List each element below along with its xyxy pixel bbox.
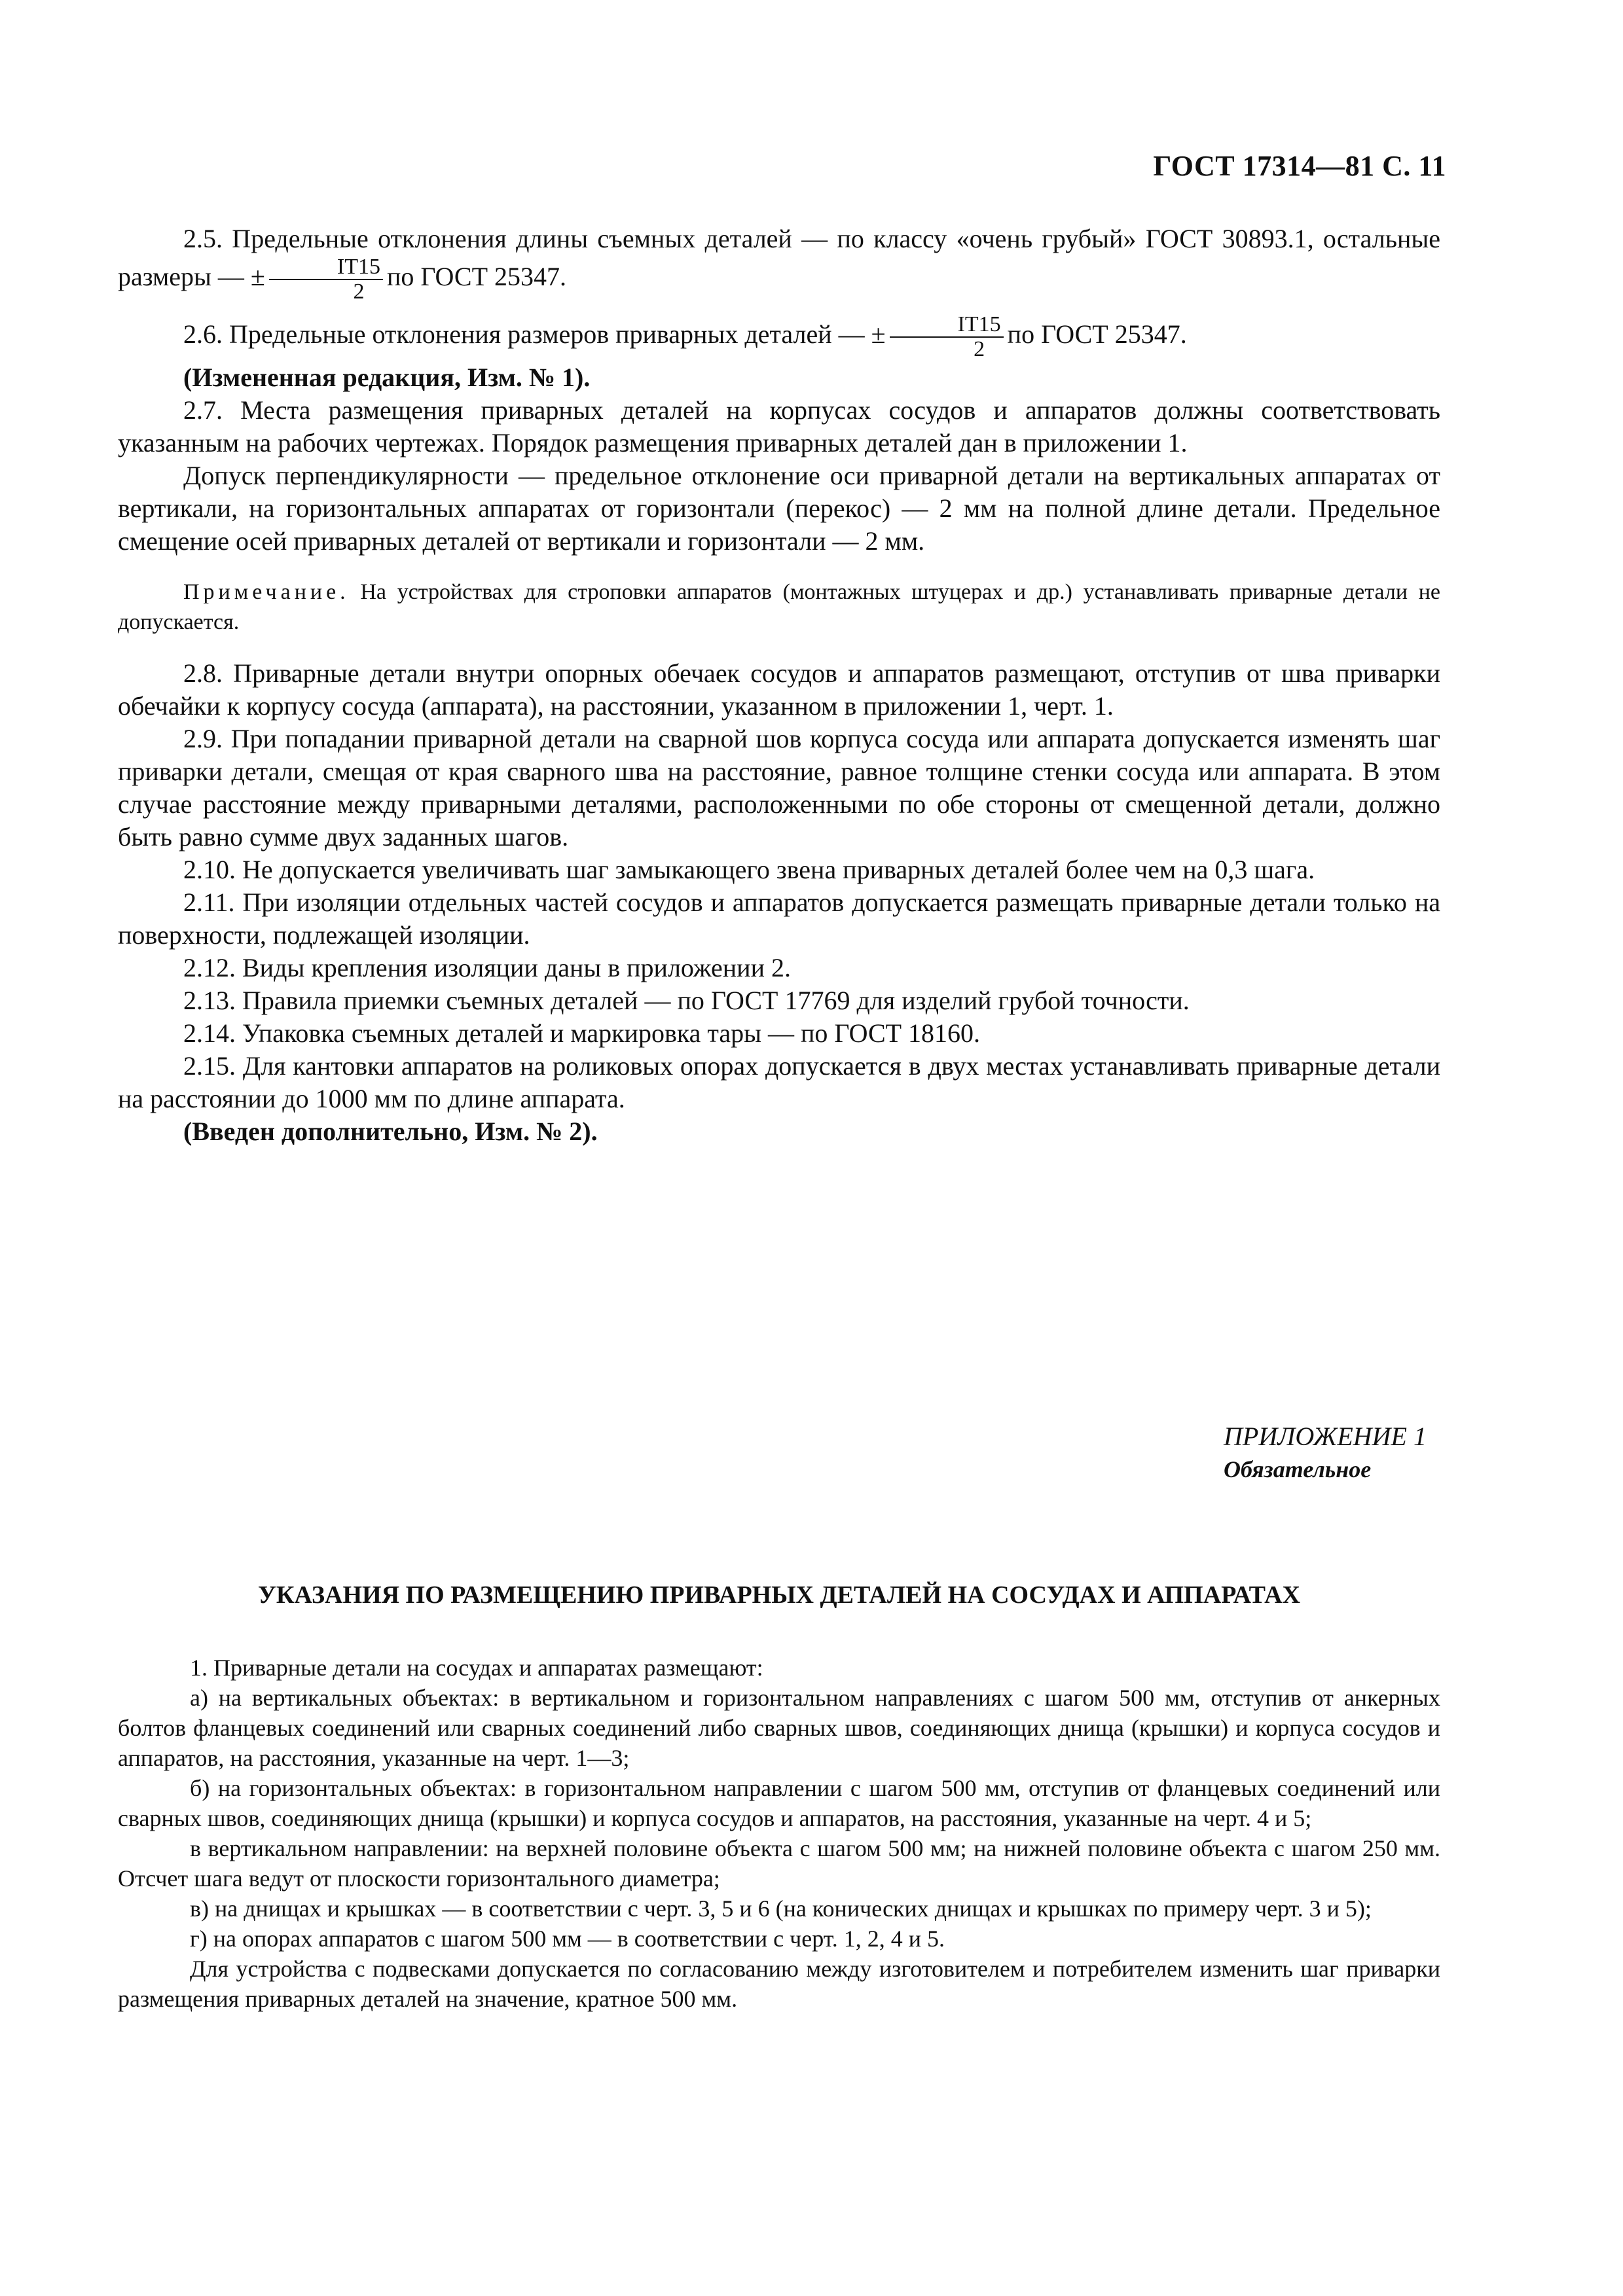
page-header: ГОСТ 17314—81 С. 11 [1153, 150, 1446, 182]
paragraph-2-7: 2.7. Места размещения приварных деталей на корпусах сосудов и аппаратов должны соответствовать указанным на рабочих чертежах. Порядок размещения приварных деталей дан в приложении 1. [118, 395, 1440, 457]
note-text: На устройствах для строповки аппаратов (монтажных штуцерах и др.) устанавливать приварные детали не допускается. [118, 580, 1441, 634]
paragraph-2-14: 2.14. Упаковка съемных деталей и маркировка тары — по ГОСТ 18160. [183, 1018, 981, 1048]
p2-6-ref: по ГОСТ 25347. [1007, 319, 1187, 350]
appendix-item-b: б) на горизонтальных объектах: в горизонтальном направлении с шагом 500 мм, отступив от фланцевых соединений или сварных швов, соединяющих днища (крышки) и корпуса сосудов и аппаратов, на расстояния, указанные на черт. 4 и 5; [118, 1775, 1440, 1831]
note [118, 577, 1440, 637]
appendix-title: УКАЗАНИЯ ПО РАЗМЕЩЕНИЮ ПРИВАРНЫХ ДЕТАЛЕЙ НА СОСУДАХ И АППАРАТАХ [258, 1581, 1300, 1609]
appendix-item-b-vertical: в вертикальном направлении: на верхней половине объекта с шагом 500 мм; на нижней половине объекта с шагом 250 мм. Отсчет шага ведут от плоскости горизонтального диаметра; [118, 1835, 1440, 1892]
paragraph-2-6 [118, 313, 1440, 361]
paragraph-2-11: 2.11. При изоляции отдельных частей сосудов и аппаратов допускается размещать приварные детали только на поверхности, подлежащей изоляции. [118, 888, 1440, 950]
fraction-it15: $\frac{IT15}{2}$ [269, 255, 383, 304]
paragraph-2-7-tolerance: Допуск перпендикулярности — предельное отклонение оси приварной детали на вертикальных аппаратах от вертикали, на горизонтальных аппаратах от горизонтали (перекос) — 2 мм на полной длине детали. Предельное смещение осей приварных деталей от вертикали и горизонтали — 2 мм. [118, 461, 1440, 556]
appendix-item-a: а) на вертикальных объектах: в вертикальном и горизонтальном направлениях с шагом 500 мм, отступив от анкерных болтов фланцевых соединений или сварных соединений либо сварных швов, соединяющих днища (крышки) и корпуса сосудов и аппаратов, на расстояния, указанные на черт. 1—3; [118, 1685, 1440, 1771]
paragraph-2-8: 2.8. Приварные детали внутри опорных обечаек сосудов и аппаратов размещают, отступив от шва приварки обечайки к корпусу сосуда (аппарата), на расстоянии, указанном в приложении 1, черт. 1. [118, 658, 1440, 721]
appendix-label-block [1224, 1420, 1427, 1486]
p2-6-text: 2.6. Предельные отклонения размеров приварных деталей — ± [183, 319, 886, 350]
paragraph-2-10: 2.10. Не допускается увеличивать шаг замыкающего звена приварных деталей более чем на 0,3 шага. [183, 855, 1315, 884]
appendix-item-last: Для устройства с подвесками допускается по согласованию между изготовителем и потребителем изменить шаг приварки размещения приварных деталей на значение, кратное 500 мм. [118, 1956, 1440, 2012]
amendment-1: (Измененная редакция, Изм. № 1). [183, 363, 591, 392]
note-label: Примечание. [183, 580, 350, 604]
paragraph-2-12: 2.12. Виды крепления изоляции даны в приложении 2. [183, 953, 791, 982]
paragraph-2-9: 2.9. При попадании приварной детали на сварной шов корпуса сосуда или аппарата допускается изменять шаг приварки детали, смещая от края сварного шва на расстояние, равное толщине стенки сосуда или аппарата. В этом случае расстояние между приварными деталями, расположенными по обе стороны от смещенной детали, должно быть равно сумме двух заданных шагов. [118, 724, 1440, 852]
appendix-text [118, 1653, 1440, 2014]
amendment-2: (Введен дополнительно, Изм. № 2). [183, 1117, 598, 1146]
appendix-status: Обязательное [1224, 1456, 1372, 1482]
paragraph-2-15: 2.15. Для кантовки аппаратов на роликовых опорах допускается в двух местах устанавливать приварные детали на расстоянии до 1000 мм по длине аппарата. [118, 1051, 1440, 1113]
paragraph-2-13: 2.13. Правила приемки съемных деталей — по ГОСТ 17769 для изделий грубой точности. [183, 986, 1190, 1015]
appendix-item-g: г) на опорах аппаратов с шагом 500 мм — в соответствии с черт. 1, 2, 4 и 5. [190, 1926, 945, 1952]
p2-5-ref: по ГОСТ 25347. [386, 262, 567, 292]
fraction-it15-b: $\frac{IT15}{2}$ [890, 313, 1004, 361]
section-2-text [118, 223, 1440, 1148]
appendix-item-v: в) на днищах и крышках — в соответствии с черт. 3, 5 и 6 (на конических днищах и крышках по примеру черт. 3 и 5); [190, 1895, 1372, 1922]
p2-5-text: 2.5. Предельные отклонения длины съемных деталей — по классу «очень грубый» ГОСТ 30893.1, остальные размеры — ± [118, 224, 1440, 292]
appendix-item-1: 1. Приварные детали на сосудах и аппаратах размещают: [190, 1655, 763, 1681]
paragraph-2-5 [118, 223, 1440, 304]
appendix-label: ПРИЛОЖЕНИЕ 1 [1224, 1422, 1427, 1451]
